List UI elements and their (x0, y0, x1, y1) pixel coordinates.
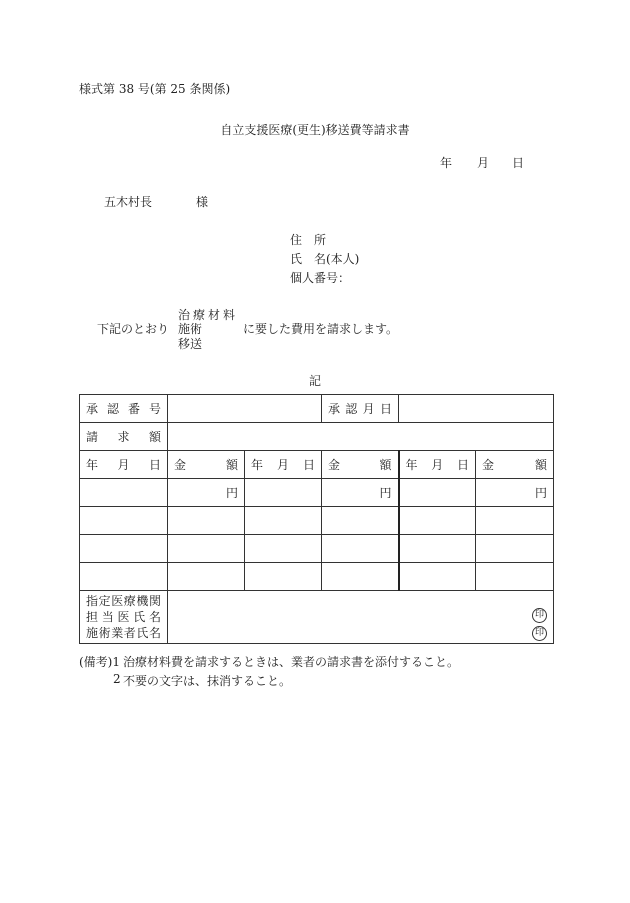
record-label: 記 (308, 374, 321, 388)
date-cell[interactable] (80, 535, 168, 563)
name-label: 氏 名(本人) (290, 252, 360, 266)
mynumber-label: 個人番号： (290, 271, 351, 285)
table-row (80, 563, 554, 591)
table-row (80, 479, 554, 507)
claim-amount-label: 請 求 額 (80, 423, 168, 451)
date-cell[interactable] (399, 535, 476, 563)
honorific: 様 (196, 195, 209, 209)
approval-row (80, 395, 554, 423)
yen-unit: 円 (379, 486, 392, 500)
column-header-row (80, 451, 554, 479)
amount-cell[interactable] (322, 563, 399, 591)
approval-date-label: 承 認 月 日 (322, 395, 399, 423)
signatory-row (80, 591, 554, 644)
claim-amount-field[interactable] (168, 423, 554, 451)
note-1-number: 1 (112, 655, 121, 669)
date-cell[interactable] (245, 507, 322, 535)
col-date-header-1: 年 月 日 (80, 451, 168, 479)
note-2-text: 不要の文字は、抹消すること。 (123, 674, 292, 688)
date-cell[interactable] (399, 507, 476, 535)
amount-cell[interactable] (476, 479, 554, 507)
amount-cell[interactable] (322, 479, 399, 507)
request-suffix: に要した費用を請求します。 (243, 322, 399, 336)
note-1-text: 治療材料費を請求するときは、業者の請求書を添付すること。 (123, 655, 460, 669)
amount-cell[interactable] (168, 507, 245, 535)
medical-institution-label: 指 定 医 療 機 関 (86, 594, 161, 608)
approval-number-label: 承 認 番 号 (80, 395, 168, 423)
doctor-name-label: 担 当 医 氏 名 (86, 610, 161, 624)
practitioner-name-label: 施 術 業 者 氏 名 (86, 626, 161, 640)
col-amount-header-1: 金 額 (168, 451, 245, 479)
date-month-label: 月 (477, 156, 490, 170)
amount-cell[interactable] (476, 507, 554, 535)
signatory-field[interactable] (168, 591, 554, 644)
doctor-seal-mark: 印 (532, 608, 547, 623)
amount-cell[interactable] (476, 563, 554, 591)
date-cell[interactable] (80, 507, 168, 535)
claim-amount-row (80, 423, 554, 451)
date-cell[interactable] (80, 563, 168, 591)
col-date-header-3: 年 月 日 (399, 451, 476, 479)
addressee: 五木村長 (104, 195, 153, 209)
notes-prefix: (備考) (79, 655, 113, 669)
date-day-label: 日 (512, 156, 525, 170)
date-cell[interactable] (80, 479, 168, 507)
col-amount-header-2: 金 額 (322, 451, 399, 479)
yen-unit: 円 (534, 486, 547, 500)
approval-date-field[interactable] (399, 395, 554, 423)
yen-unit: 円 (225, 486, 238, 500)
note-2-number: 2 (113, 672, 121, 686)
request-option-transport: 移送 (178, 337, 203, 351)
date-cell[interactable] (245, 563, 322, 591)
note-1 (79, 653, 120, 670)
table-row (80, 507, 554, 535)
form-number: 様式第 38 号(第 25 条関係) (79, 82, 231, 96)
date-cell[interactable] (245, 479, 322, 507)
amount-cell[interactable] (476, 535, 554, 563)
amount-cell[interactable] (322, 535, 399, 563)
document-title: 自立支援医療(更生)移送費等請求書 (220, 123, 410, 137)
date-cell[interactable] (399, 563, 476, 591)
request-prefix: 下記のとおり (97, 322, 170, 336)
practitioner-seal-mark: 印 (532, 626, 547, 641)
col-amount-header-3: 金 額 (476, 451, 554, 479)
date-year-label: 年 (440, 156, 453, 170)
amount-cell[interactable] (168, 479, 245, 507)
amount-cell[interactable] (168, 535, 245, 563)
amount-cell[interactable] (322, 507, 399, 535)
date-cell[interactable] (245, 535, 322, 563)
table-row (80, 535, 554, 563)
request-option-treatment: 施術 (178, 322, 203, 336)
date-cell[interactable] (399, 479, 476, 507)
claim-table (79, 394, 554, 644)
request-option-materials: 治療材料 (178, 308, 239, 322)
signatory-labels (80, 591, 168, 644)
col-date-header-2: 年 月 日 (245, 451, 322, 479)
address-label: 住 所 (290, 233, 327, 247)
amount-cell[interactable] (168, 563, 245, 591)
approval-number-field[interactable] (168, 395, 322, 423)
